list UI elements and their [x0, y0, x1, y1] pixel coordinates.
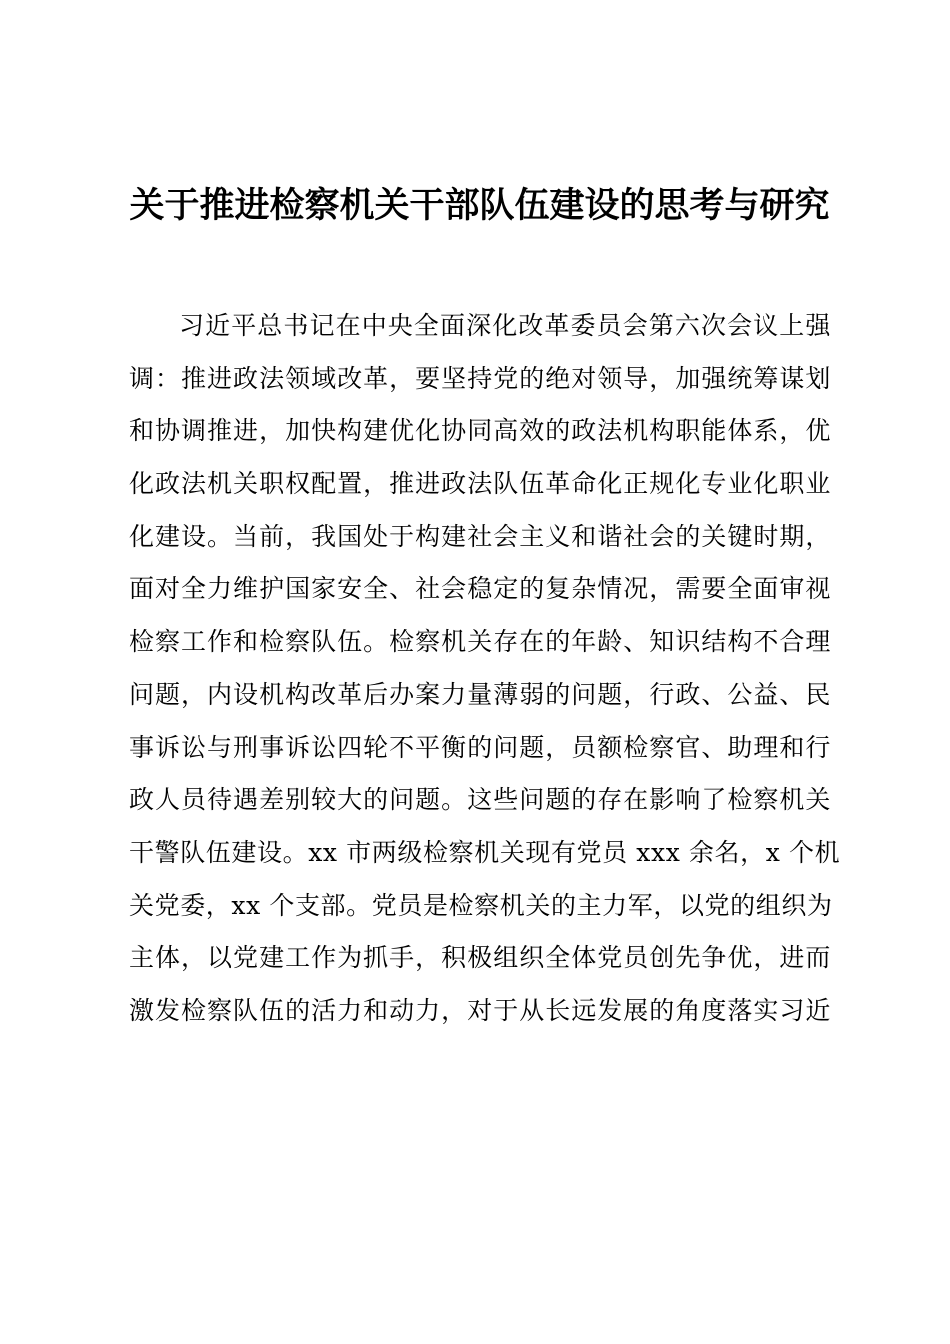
body-line: 事诉讼与刑事诉讼四轮不平衡的问题，员额检察官、助理和行 — [129, 732, 831, 762]
body-line: 调：推进政法领域改革，要坚持党的绝对领导，加强统筹谋划 — [129, 363, 831, 393]
body-line: 干警队伍建设。xx 市两级检察机关现有党员 xxx 余名，x 个机 — [129, 837, 841, 867]
body-line: 化政法机关职权配置，推进政法队伍革命化正规化专业化职业 — [129, 469, 831, 499]
document-title: 关于推进检察机关干部队伍建设的思考与研究 — [129, 185, 830, 226]
body-line: 习近平总书记在中央全面深化改革委员会第六次会议上强 — [179, 311, 831, 340]
body-line: 主体，以党建工作为抓手，积极组织全体党员创先争优，进而 — [129, 943, 831, 973]
body-line: 化建设。当前，我国处于构建社会主义和谐社会的关键时期， — [129, 521, 831, 551]
document-body — [129, 300, 841, 1038]
body-line: 检察工作和检察队伍。检察机关存在的年龄、知识结构不合理 — [129, 627, 831, 657]
body-line: 和协调推进，加快构建优化协同高效的政法机构职能体系，优 — [129, 416, 831, 446]
body-line: 问题，内设机构改革后办案力量薄弱的问题，行政、公益、民 — [129, 679, 831, 709]
body-line: 政人员待遇差别较大的问题。这些问题的存在影响了检察机关 — [129, 785, 831, 815]
body-line: 激发检察队伍的活力和动力，对于从长远发展的角度落实习近 — [129, 995, 831, 1025]
body-line: 面对全力维护国家安全、社会稳定的复杂情况，需要全面审视 — [129, 574, 831, 604]
body-line: 关党委，xx 个支部。党员是检察机关的主力军，以党的组织为 — [129, 890, 833, 920]
